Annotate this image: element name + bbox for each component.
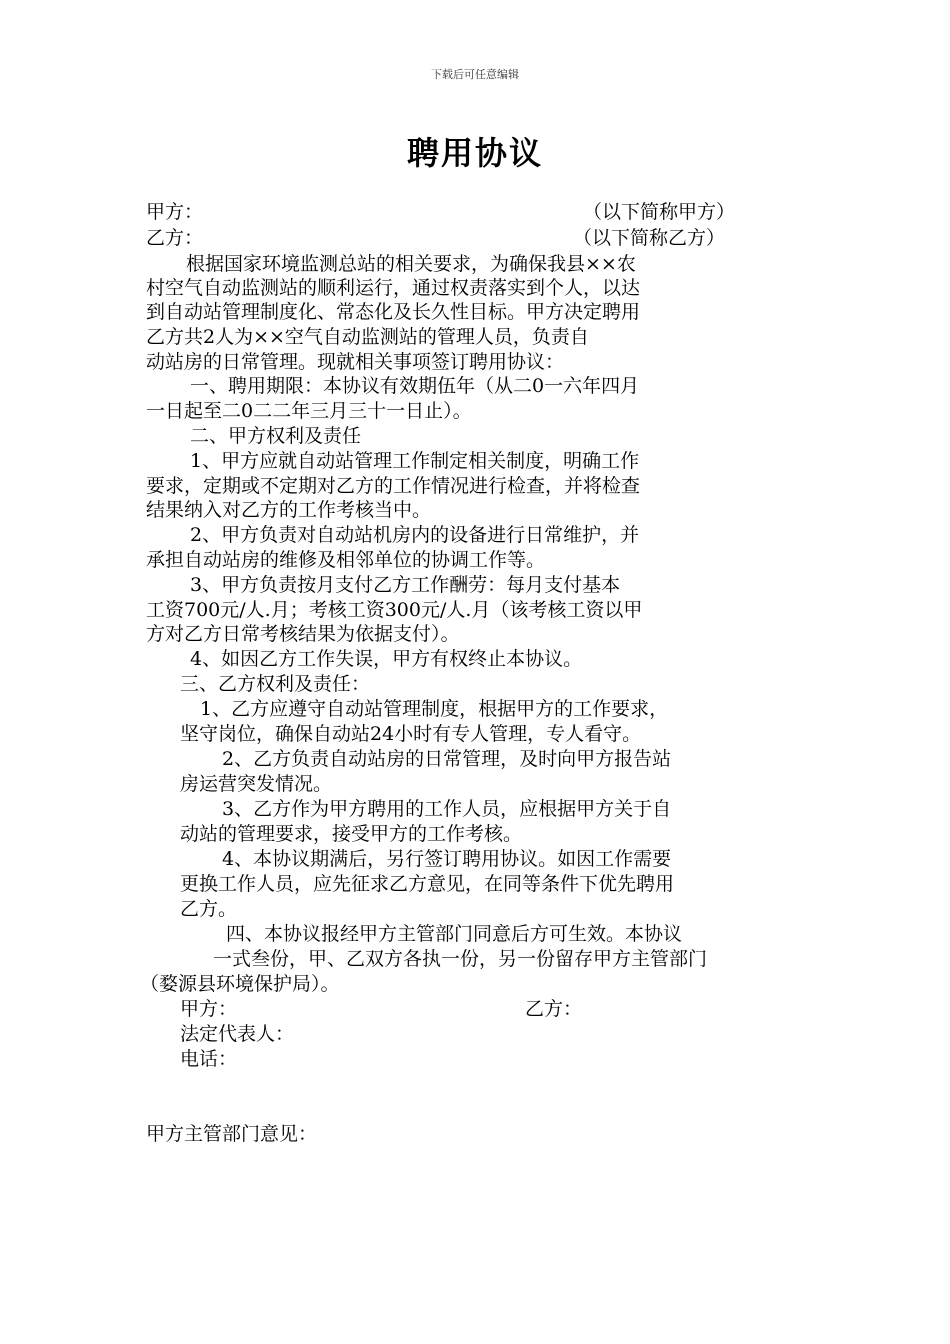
- clause-line: 1、乙方应遵守自动站管理制度，根据甲方的工作要求，: [200, 698, 669, 720]
- party-b-alias: （以下简称乙方）: [573, 227, 726, 249]
- clause-line: 3、乙方作为甲方聘用的工作人员，应根据甲方关于自: [222, 798, 672, 820]
- clause-line: 乙方。: [180, 898, 238, 920]
- section-3-heading: 三、乙方权利及责任：: [180, 673, 371, 695]
- phone-label: 电话：: [180, 1048, 238, 1070]
- clause-line: 2、甲方负责对自动站机房内的设备进行日常维护，并: [190, 524, 640, 546]
- paragraph-line: 乙方共2人为××空气自动监测站的管理人员，负责自: [146, 326, 589, 348]
- clause-line: 2、乙方负责自动站房的日常管理，及时向甲方报告站: [222, 748, 672, 770]
- paragraph-line: 根据国家环境监测总站的相关要求，为确保我县××农: [186, 253, 636, 275]
- clause-line: 坚守岗位，确保自动站24小时有专人管理，专人看守。: [180, 723, 642, 745]
- party-a-alias: （以下简称甲方）: [583, 201, 736, 223]
- clause-line: 一式叁份，甲、乙双方各执一份，另一份留存甲方主管部门: [213, 948, 708, 970]
- clause-line: 3、甲方负责按月支付乙方工作酬劳：每月支付基本: [190, 574, 621, 596]
- clause-line: 4、如因乙方工作失误，甲方有权终止本协议。: [190, 648, 583, 670]
- signature-party-b: 乙方：: [525, 998, 583, 1020]
- paragraph-line: 动站房的日常管理。现就相关事项签订聘用协议：: [146, 351, 565, 373]
- document-title: 聘用协议: [406, 134, 543, 172]
- clause-line: 房运营突发情况。: [180, 773, 333, 795]
- clause-line: 动站的管理要求，接受甲方的工作考核。: [180, 823, 523, 845]
- clause-line: 工资700元/人.月；考核工资300元/人.月（该考核工资以甲: [146, 599, 643, 621]
- clause-line: （婺源县环境保护局）。: [140, 973, 340, 995]
- paragraph-line: 村空气自动监测站的顺利运行，通过权责落实到个人，以达: [146, 277, 641, 299]
- clause-line: 承担自动站房的维修及相邻单位的协调工作等。: [146, 549, 546, 571]
- signature-party-a: 甲方：: [180, 998, 238, 1020]
- party-a-label: 甲方：: [146, 201, 204, 223]
- clause-line: 更换工作人员，应先征求乙方意见，在同等条件下优先聘用: [180, 873, 675, 895]
- clause-line: 要求，定期或不定期对乙方的工作情况进行检查，并将检查: [146, 475, 641, 497]
- clause-line: 方对乙方日常考核结果为依据支付）。: [146, 623, 460, 645]
- section-2-heading: 二、甲方权利及责任: [190, 425, 362, 447]
- paragraph-line: 一日起至二0二二年三月三十一日止）。: [146, 400, 472, 422]
- clause-line: 结果纳入对乙方的工作考核当中。: [146, 499, 432, 521]
- section-1-heading: 一、聘用期限：本协议有效期伍年（从二0一六年四月: [190, 375, 640, 397]
- party-b-label: 乙方：: [146, 227, 204, 249]
- clause-line: 4、本协议期满后，另行签订聘用协议。如因工作需要: [222, 848, 672, 870]
- legal-representative-label: 法定代表人：: [180, 1023, 295, 1045]
- paragraph-line: 到自动站管理制度化、常态化及长久性目标。甲方决定聘用: [146, 301, 641, 323]
- header-note: 下载后可任意编辑: [431, 68, 519, 81]
- supervisor-opinion-label: 甲方主管部门意见：: [146, 1123, 318, 1145]
- section-4-heading: 四、本协议报经甲方主管部门同意后方可生效。本协议: [226, 923, 683, 945]
- clause-line: 1、甲方应就自动站管理工作制定相关制度，明确工作: [190, 450, 640, 472]
